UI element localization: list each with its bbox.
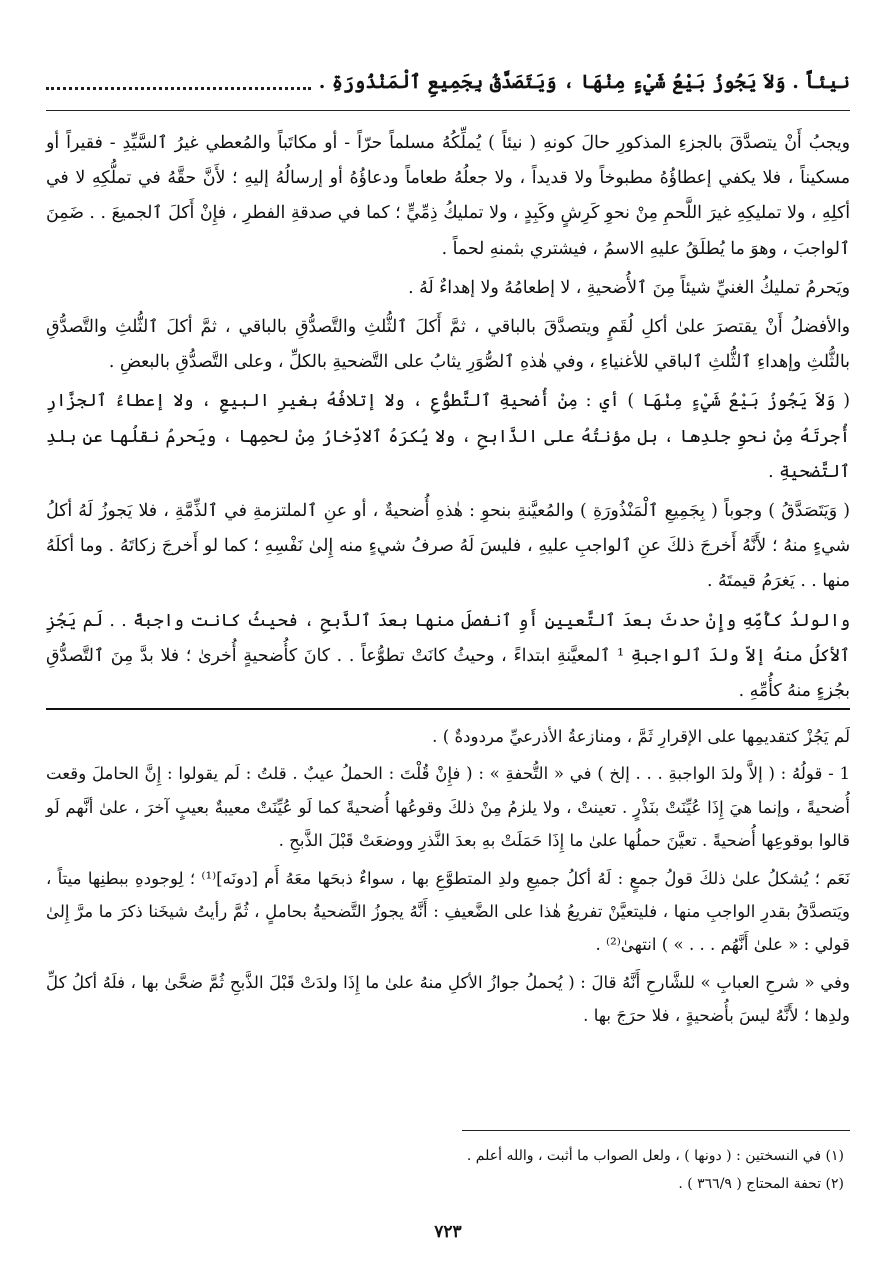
main-paragraph: ويَحرمُ تمليكُ الغنيِّ شيئاً مِنَ ٱلأُضحيةِ ، لا إطعامُهُ ولا إهداءٌ لَهُ . bbox=[408, 277, 850, 298]
main-paragraph: ويجبُ أَنْ يتصدَّقَ بالجزءِ المذكورِ حالَ كونهِ ( نيئاً ) يُملِّكُهُ مسلماً حرّاً - أو مكاتَباً والمُعطي غيرُ ٱلسَّيِّدِ - فقيراً أو مسكيناً ، فلا يكفي إعطاؤُهُ مطبوخاً ولا قديداً ، ولا جعلُهُ طعاماً ودعاؤُهُ أو إرسالُهُ إليهِ ؛ لأَنَّ حقَّهُ في تملُّكِهِ لا في أكلِهِ ، ولا تمليكِهِ غيرَ اللَّحمِ مِنْ نحوِ كَرِشٍ وكَبِدٍ ، ولا تمليكُ ذِمِّيٍّ ؛ كما في صدقةِ الفطرِ ، فإِنْ أَكلَ ٱلجميعَ . . ضَمِنَ ٱلواجبَ ، وهوَ ما يُطلَقُ عليهِ الاسمُ ، فيشتري بثمنهِ لحماً . bbox=[46, 133, 850, 259]
commentary-paragraph: لَم يَجُزْ كتقديمِها على الإقرارِ ثَمَّ ، ومنازعةُ الأذرعيِّ مردودةٌ ) . bbox=[432, 727, 850, 746]
footnote-2: (٢) تحفة المحتاج ( ٣٦٦/٩ ) . bbox=[678, 1176, 844, 1192]
page-number: ٧٢٣ bbox=[434, 1222, 462, 1242]
footnote-1: (١) في النسختين : ( دونها ) ، ولعل الصواب ما أثبت ، والله أعلم . bbox=[466, 1148, 844, 1164]
commentary-paragraph: نَعَم ؛ يُشكلُ علىٰ ذلكَ قولُ جمعٍ : لَهُ أكلُ جميعِ ولدِ المتطوَّعِ بها ، سواءٌ ذبحَها معَهُ أَم [دونَه]⁽¹⁾ ؛ لِوجودهِ ببطنِها ميتاً ، ويَتصدَّقُ بقدرِ الواجبِ منها ، فليتعيَّنْ تفريعُ هٰذا على الضَّعيفِ : أَنَّهُ يجوزُ التَّضحيةُ بحاملٍ ، ثُمَّ رأيتُ شيخَنا ذكرَ ما مرَّ إِلىٰ قولي : « علىٰ أَنَّهُم . . . » ) انتهىٰ⁽²⁾ . bbox=[46, 868, 850, 955]
main-paragraph: والولدُ كأُمِّهِ وإِنْ حدثَ بعدَ ٱلتَّعيينِ أَوِ ٱنفصلَ منها بعدَ ٱلذَّبحِ ، فحيثُ كانت واجبةً . . لَم يَجُزِ ٱلأكلُ منهُ إلاّ ولدَ ٱلواجبةِ ¹ ٱلمعيَّنةِ ابتداءً ، وحيثُ كانَتْ تطوُّعاً . . كانَ كأُضحيةٍ أُخرىٰ ؛ فلا بدَّ مِنَ ٱلتَّصدُّقِ بجُزءٍ منهُ كأُمِّهِ . bbox=[46, 610, 851, 702]
header-text: نيئاً . وَلاَ يَجُوزُ بَيْعُ شَيْءٍ مِنْهَا ، وَيَتَصَدَّقُ بِجَمِيعِ ٱلْمَنْذُورَةِ . bbox=[318, 71, 850, 93]
header-dotted-leader bbox=[46, 87, 311, 90]
main-paragraph: ( وَلاَ يَجُوزُ بَيْعُ شَيْءٍ مِنْهَا ) أي : مِنْ أُضحيةِ ٱلتَّطوُّعِ ، ولا إتلافُهُ بغيرِ البيعِ ، ولا إعطاءُ ٱلجزَّارِ أُجرتَهُ مِنْ نحوِ جلدِها ، بل مؤنتُهُ على الذَّابحِ ، ولا يُكرَهُ ٱلادِّخارُ مِنْ لحمِها ، ويَحرمُ نقلُها عن بلدِ ٱلتَّضحيةِ . bbox=[46, 391, 850, 482]
header-rule bbox=[46, 110, 850, 111]
footnotes bbox=[46, 1142, 844, 1198]
commentary-paragraph: 1 - قولُهُ : ( إلاَّ ولدَ الواجبةِ . . . إلخ ) في « التُّحفةِ » : ( فإِنْ قُلْتَ : الحملُ عيبٌ . قلتُ : لَم يقولوا : إِنَّ الحاملَ وقعت أُضحيةً ، وإنما هيَ إِذَا عُيِّنَتْ بنَذْرٍ . تعينتْ ، ولا يلزمُ مِنْ ذلكَ وقوعُها أُضحيةً كما لَو عُيِّنَتْ معيبةٌ بعيبٍ آخرَ ، علىٰ أنَّهم لَو قالوا بوقوعِها أُضحيةً . تعيَّنَ حملُها علىٰ ما إِذَا حَمَلَتْ بهِ بعدَ النَّذرِ ووضعَتْ قَبْلَ الذَّبحِ . bbox=[46, 764, 850, 851]
main-paragraph: ( وَيَتَصَدَّقُ ) وجوباً ( بِجَمِيعِ ٱلْمَنْذُورَةِ ) والمُعيَّنةِ بنحوِ : هٰذهِ أُضحيةٌ ، أو عنِ ٱلملتزمةِ في ٱلذِّمَّةِ ، فلا يَجوزُ لَهُ أكلُ شيءٍ منهُ ؛ لأَنَّهُ أَخرجَ ذلكَ عنِ ٱلواجبِ عليهِ ، فليسَ لَهُ صرفُ شيءٍ منه إِلىٰ نَفْسِهِ ؛ كما لو أَخرجَ زكاتَهُ . وما أكلَهُ منها . . يَغرَمُ قيمتَهُ . bbox=[46, 501, 850, 592]
commentary-text bbox=[46, 720, 850, 1037]
main-text bbox=[46, 126, 850, 713]
commentary-paragraph: وفي « شرحِ العبابِ » للشَّارحِ أَنَّهُ قالَ : ( يُحملُ جوازُ الأكلِ منهُ علىٰ ما إِذَا ولدَتْ قَبْلَ الذَّبحِ ثُمَّ ضحَّىٰ بها ، فلَهُ أكلُ كلِّ ولدِها ؛ لأَنَّهُ ليسَ بأُضحيةٍ ، فلا حرَجَ بها . bbox=[46, 972, 850, 1026]
footnote-rule bbox=[462, 1130, 850, 1131]
commentary-separator bbox=[46, 708, 850, 710]
main-paragraph: والأفضلُ أَنْ يقتصرَ علىٰ أكلِ لُقَمٍ ويتصدَّقَ بالباقي ، ثمَّ أَكلَ ٱلثُّلثِ والتَّصدُّقِ بالباقي ، ثمَّ أكلَ ٱلثُّلثِ والتَّصدُّقِ بالثُّلثِ وإهداءِ ٱلثُّلثِ ٱلباقي للأغنياءِ ، وفي هٰذهِ ٱلصُّوَرِ يثابُ على التَّضحيةِ بالكلِّ ، وعلى التَّصدُّقِ بالبعضِ . bbox=[46, 317, 850, 373]
running-header bbox=[46, 62, 850, 102]
